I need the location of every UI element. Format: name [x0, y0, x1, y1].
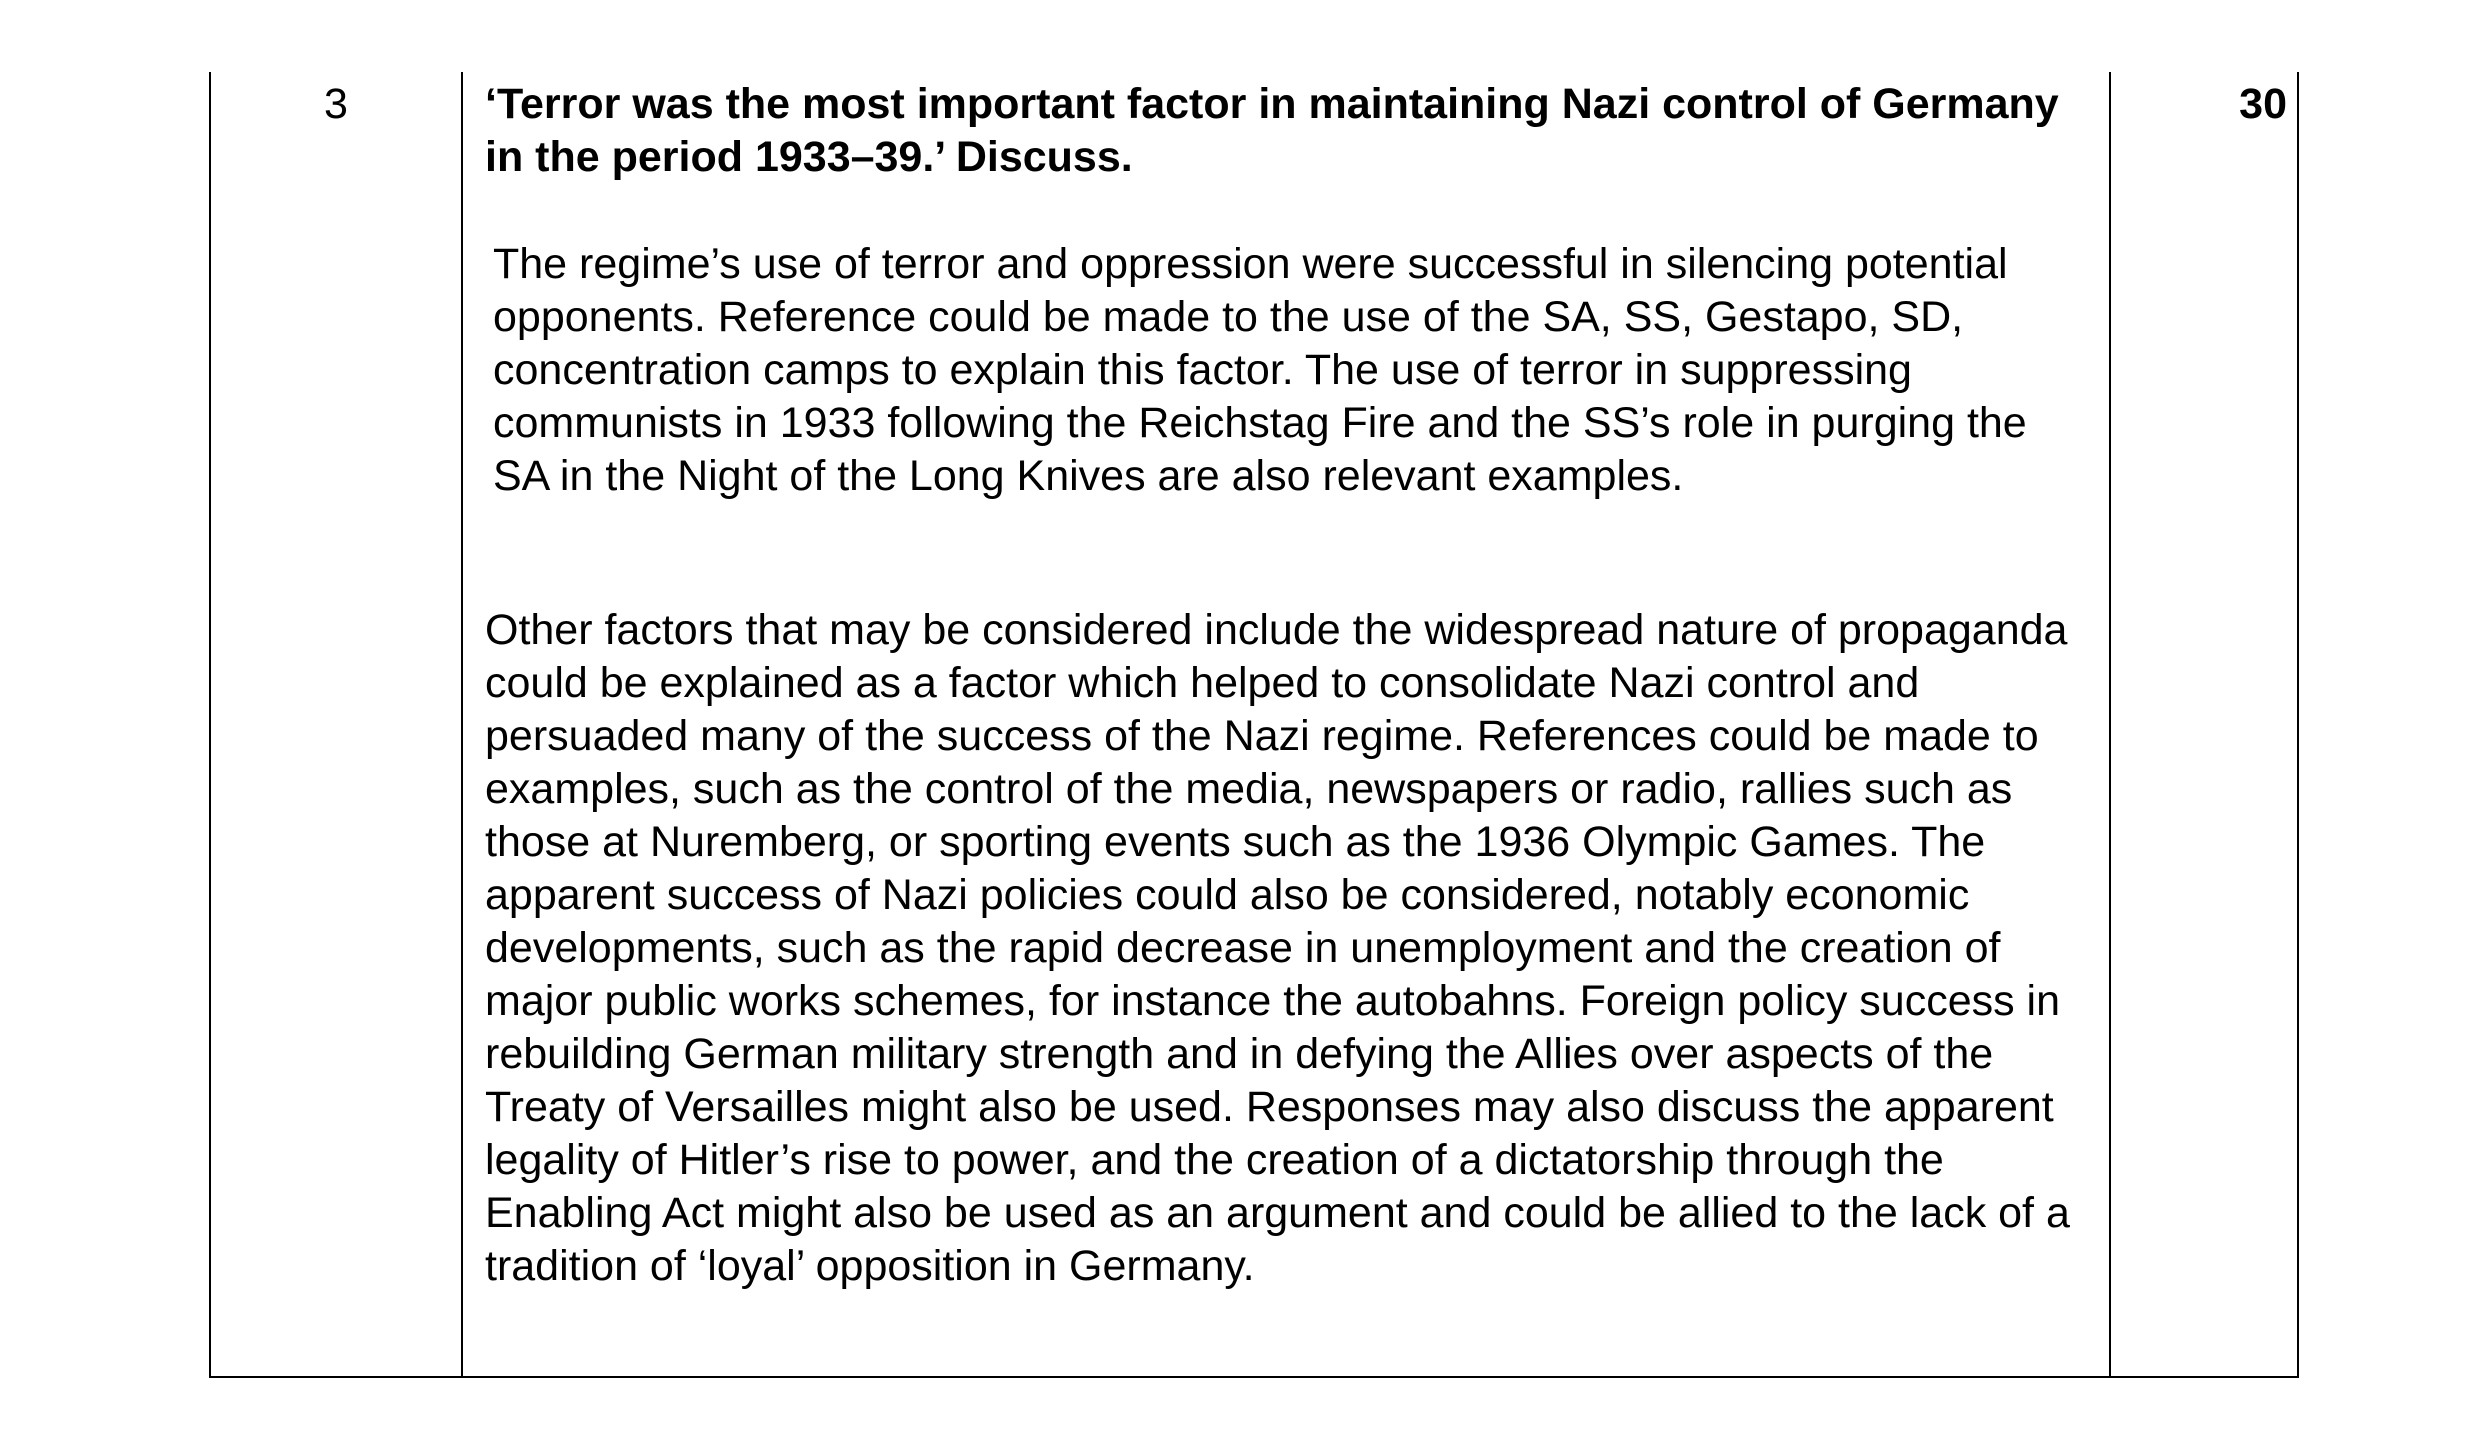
- guidance-paragraph-other-factors: Other factors that may be considered include the widespread nature of propaganda could be explained as a factor which helped to consolidate Nazi control and persuaded many of the success of the Nazi regime. References could be made to examples, such as the control of the media, newspapers or radio, rallies such as those at Nuremberg, or sporting events such as the 1936 Olympic Games. The apparent success of Nazi policies could also be considered, notably economic developments, such as the rapid decrease in unemployment and the creation of major public works schemes, for instance the autobahns. Foreign policy success in rebuilding German military strength and in defying the Allies over aspects of the Treaty of Versailles might also be used. Responses may also discuss the apparent legality of Hitler’s rise to power, and the creation of a dictatorship through the Enabling Act might also be used as an argument and could be allied to the lack of a tradition of ‘loyal’ opposition in Germany.: [485, 606, 2070, 1290]
- column-divider: [2109, 72, 2111, 1376]
- question-text: ‘Terror was the most important factor in maintaining Nazi control of Germany in the period 1933–39.’ Discuss.: [485, 80, 2059, 181]
- mark-scheme-table: [209, 72, 2299, 1378]
- guidance-paragraph-terror: The regime’s use of terror and oppression were successful in silencing potential opponents. Reference could be made to the use of the SA, SS, Gestapo, SD, concentration camps to explain this factor. The use of terror in suppressing communists in 1933 following the Reichstag Fire and the SS’s role in purging the SA in the Night of the Long Knives are also relevant examples.: [493, 240, 2027, 500]
- question-number: 3: [324, 80, 348, 128]
- column-divider: [461, 72, 463, 1376]
- marks-value: 30: [2239, 80, 2287, 128]
